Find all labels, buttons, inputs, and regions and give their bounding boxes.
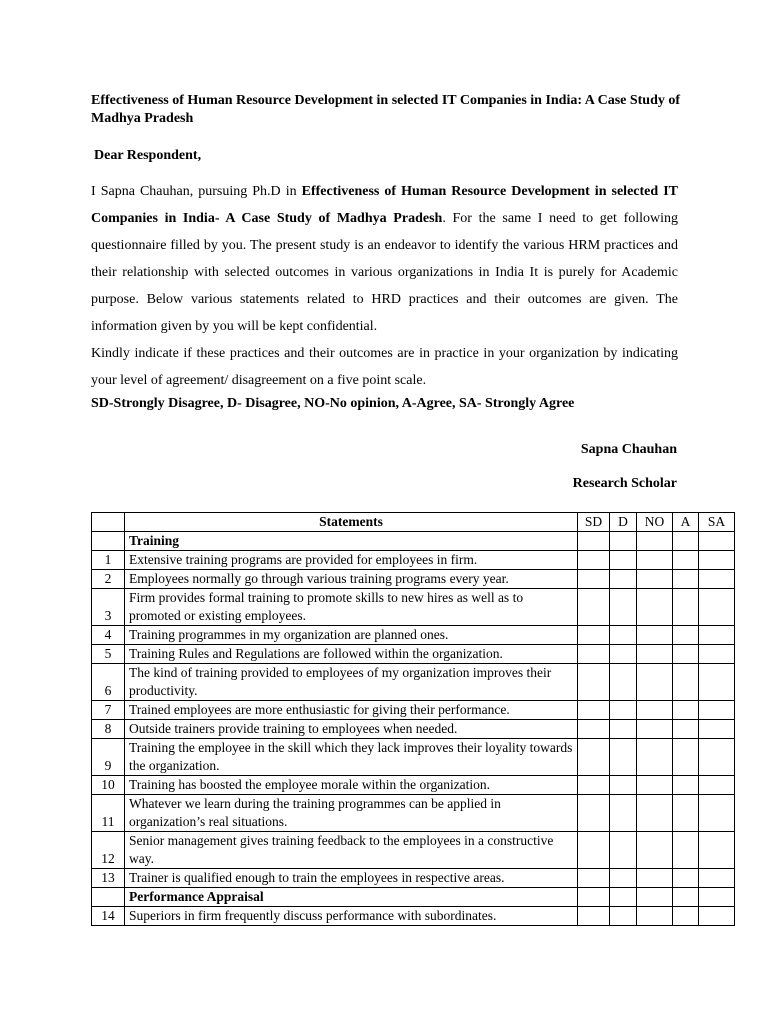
statement-number: 5 xyxy=(92,645,125,664)
response-cell-no[interactable] xyxy=(637,551,673,570)
response-cell-sd[interactable] xyxy=(578,720,610,739)
response-cell-d[interactable] xyxy=(610,664,637,701)
response-cell-sd[interactable] xyxy=(578,888,610,907)
statement-number: 14 xyxy=(92,907,125,926)
signature-name: Sapna Chauhan xyxy=(580,442,677,457)
response-cell-a[interactable] xyxy=(673,907,699,926)
response-cell-d[interactable] xyxy=(610,907,637,926)
empty-number-cell xyxy=(92,532,125,551)
table-row xyxy=(92,701,735,720)
response-cell-no[interactable] xyxy=(637,776,673,795)
statement-text: Outside trainers provide training to employees when needed. xyxy=(125,720,578,739)
response-cell-no[interactable] xyxy=(637,664,673,701)
intro-text xyxy=(91,178,678,394)
response-cell-no[interactable] xyxy=(637,645,673,664)
response-cell-no[interactable] xyxy=(637,832,673,869)
statement-text: Training Rules and Regulations are followed within the organization. xyxy=(125,645,578,664)
response-cell-d[interactable] xyxy=(610,645,637,664)
table-body xyxy=(92,532,735,926)
response-cell-sd[interactable] xyxy=(578,701,610,720)
empty-number-cell xyxy=(92,888,125,907)
option-header-no: NO xyxy=(637,513,673,532)
table-header-row xyxy=(92,513,735,532)
response-cell-sd[interactable] xyxy=(578,570,610,589)
response-cell-sa[interactable] xyxy=(699,589,735,626)
response-cell-sa[interactable] xyxy=(699,664,735,701)
table-row xyxy=(92,832,735,869)
statement-text: The kind of training provided to employees of my organization improves their productivity. xyxy=(125,664,578,701)
statement-number: 1 xyxy=(92,551,125,570)
response-cell-no[interactable] xyxy=(637,532,673,551)
response-cell-sa[interactable] xyxy=(699,739,735,776)
statement-number: 13 xyxy=(92,869,125,888)
response-cell-d[interactable] xyxy=(610,570,637,589)
salutation: Dear Respondent, xyxy=(94,148,202,163)
statement-text: Employees normally go through various training programs every year. xyxy=(125,570,578,589)
response-cell-d[interactable] xyxy=(610,626,637,645)
table-row xyxy=(92,720,735,739)
intro-paragraph-2: Kindly indicate if these practices and their outcomes are in practice in your organization by indicating your level of agreement/ disagreement on a five point scale. xyxy=(91,346,678,388)
response-cell-d[interactable] xyxy=(610,701,637,720)
table-row xyxy=(92,551,735,570)
statements-header: Statements xyxy=(125,513,578,532)
response-cell-sd[interactable] xyxy=(578,832,610,869)
statement-text: Extensive training programs are provided for employees in firm. xyxy=(125,551,578,570)
response-cell-d[interactable] xyxy=(610,532,637,551)
response-cell-d[interactable] xyxy=(610,832,637,869)
table-row xyxy=(92,570,735,589)
intro-paragraph-1 xyxy=(91,178,678,340)
statement-number: 6 xyxy=(92,664,125,701)
response-cell-sd[interactable] xyxy=(578,795,610,832)
statement-text: Training the employee in the skill which they lack improves their loyality towards the organization. xyxy=(125,739,578,776)
table-row xyxy=(92,664,735,701)
option-header-sa: SA xyxy=(699,513,735,532)
section-heading: Performance Appraisal xyxy=(125,888,578,907)
response-cell-d[interactable] xyxy=(610,589,637,626)
table-row xyxy=(92,776,735,795)
response-cell-a[interactable] xyxy=(673,720,699,739)
response-cell-no[interactable] xyxy=(637,888,673,907)
signature-role: Research Scholar xyxy=(572,476,677,491)
statement-text: Training has boosted the employee morale within the organization. xyxy=(125,776,578,795)
response-cell-a[interactable] xyxy=(673,888,699,907)
statement-text: Trainer is qualified enough to train the employees in respective areas. xyxy=(125,869,578,888)
statement-text: Superiors in firm frequently discuss performance with subordinates. xyxy=(125,907,578,926)
response-cell-sa[interactable] xyxy=(699,645,735,664)
statement-number: 3 xyxy=(92,589,125,626)
section-heading-row xyxy=(92,888,735,907)
statement-number: 11 xyxy=(92,795,125,832)
response-cell-sa[interactable] xyxy=(699,626,735,645)
response-cell-sa[interactable] xyxy=(699,570,735,589)
response-cell-d[interactable] xyxy=(610,551,637,570)
response-cell-a[interactable] xyxy=(673,701,699,720)
response-cell-a[interactable] xyxy=(673,739,699,776)
response-cell-no[interactable] xyxy=(637,570,673,589)
option-header-d: D xyxy=(610,513,637,532)
response-cell-a[interactable] xyxy=(673,832,699,869)
table-row xyxy=(92,626,735,645)
statement-text: Firm provides formal training to promote skills to new hires as well as to promoted or existing employees. xyxy=(125,589,578,626)
statement-text: Trained employees are more enthusiastic for giving their performance. xyxy=(125,701,578,720)
response-cell-sa[interactable] xyxy=(699,869,735,888)
response-cell-sd[interactable] xyxy=(578,739,610,776)
table-row xyxy=(92,645,735,664)
statement-number: 2 xyxy=(92,570,125,589)
table-row xyxy=(92,589,735,626)
response-cell-sd[interactable] xyxy=(578,645,610,664)
intro-p1-lead: I Sapna Chauhan, pursuing Ph.D in xyxy=(91,184,302,199)
response-cell-sa[interactable] xyxy=(699,532,735,551)
table-row xyxy=(92,869,735,888)
response-cell-sa[interactable] xyxy=(699,795,735,832)
response-cell-a[interactable] xyxy=(673,664,699,701)
response-cell-d[interactable] xyxy=(610,869,637,888)
statement-text: Whatever we learn during the training programmes can be applied in organization’s real situations. xyxy=(125,795,578,832)
response-cell-d[interactable] xyxy=(610,795,637,832)
section-heading-row xyxy=(92,532,735,551)
response-cell-d[interactable] xyxy=(610,776,637,795)
response-cell-sd[interactable] xyxy=(578,776,610,795)
document-title: Effectiveness of Human Resource Development in selected IT Companies in India: A Case Study of Madhya Pradesh xyxy=(91,93,681,126)
statement-number: 10 xyxy=(92,776,125,795)
response-cell-a[interactable] xyxy=(673,589,699,626)
statement-number: 12 xyxy=(92,832,125,869)
statement-number: 7 xyxy=(92,701,125,720)
response-cell-sd[interactable] xyxy=(578,626,610,645)
response-cell-no[interactable] xyxy=(637,589,673,626)
response-cell-sa[interactable] xyxy=(699,551,735,570)
response-cell-sd[interactable] xyxy=(578,664,610,701)
response-cell-a[interactable] xyxy=(673,532,699,551)
response-cell-no[interactable] xyxy=(637,907,673,926)
statement-text: Training programmes in my organization are planned ones. xyxy=(125,626,578,645)
intro-p1-study-title: Effectiveness of Human Resource Development in selected IT Companies in India- A Case Study of Madhya Pradesh xyxy=(91,184,678,226)
response-cell-a[interactable] xyxy=(673,551,699,570)
table-row xyxy=(92,739,735,776)
response-cell-sa[interactable] xyxy=(699,888,735,907)
statement-text: Senior management gives training feedback to the employees in a constructive way. xyxy=(125,832,578,869)
response-cell-sd[interactable] xyxy=(578,589,610,626)
response-cell-d[interactable] xyxy=(610,739,637,776)
response-cell-no[interactable] xyxy=(637,626,673,645)
response-cell-sd[interactable] xyxy=(578,907,610,926)
response-cell-a[interactable] xyxy=(673,626,699,645)
table-row xyxy=(92,795,735,832)
statement-number: 9 xyxy=(92,739,125,776)
response-cell-sd[interactable] xyxy=(578,869,610,888)
response-cell-sa[interactable] xyxy=(699,776,735,795)
response-cell-a[interactable] xyxy=(673,570,699,589)
response-cell-sa[interactable] xyxy=(699,720,735,739)
response-cell-a[interactable] xyxy=(673,869,699,888)
response-cell-no[interactable] xyxy=(637,869,673,888)
option-header-a: A xyxy=(673,513,699,532)
response-cell-a[interactable] xyxy=(673,776,699,795)
response-cell-sa[interactable] xyxy=(699,832,735,869)
statement-number: 4 xyxy=(92,626,125,645)
scale-legend: SD-Strongly Disagree, D- Disagree, NO-No opinion, A-Agree, SA- Strongly Agree xyxy=(91,396,575,411)
response-cell-sd[interactable] xyxy=(578,532,610,551)
option-header-sd: SD xyxy=(578,513,610,532)
response-cell-no[interactable] xyxy=(637,795,673,832)
response-cell-sa[interactable] xyxy=(699,907,735,926)
section-heading: Training xyxy=(125,532,578,551)
response-cell-no[interactable] xyxy=(637,701,673,720)
number-header xyxy=(92,513,125,532)
response-cell-d[interactable] xyxy=(610,888,637,907)
statement-number: 8 xyxy=(92,720,125,739)
questionnaire-table xyxy=(91,512,735,926)
table-row xyxy=(92,907,735,926)
intro-p1-rest: . For the same I need to get following questionnaire filled by you. The present study is an endeavor to identify the various HRM practices and their relationship with selected outcomes in various organizations in India It is purely for Academic purpose. Below various statements related to HRD practices and their outcomes are given. The information given by you will be kept confidential. xyxy=(91,211,679,334)
response-cell-no[interactable] xyxy=(637,720,673,739)
response-cell-a[interactable] xyxy=(673,795,699,832)
response-cell-sa[interactable] xyxy=(699,701,735,720)
response-cell-d[interactable] xyxy=(610,720,637,739)
response-cell-a[interactable] xyxy=(673,645,699,664)
response-cell-sd[interactable] xyxy=(578,551,610,570)
response-cell-no[interactable] xyxy=(637,739,673,776)
